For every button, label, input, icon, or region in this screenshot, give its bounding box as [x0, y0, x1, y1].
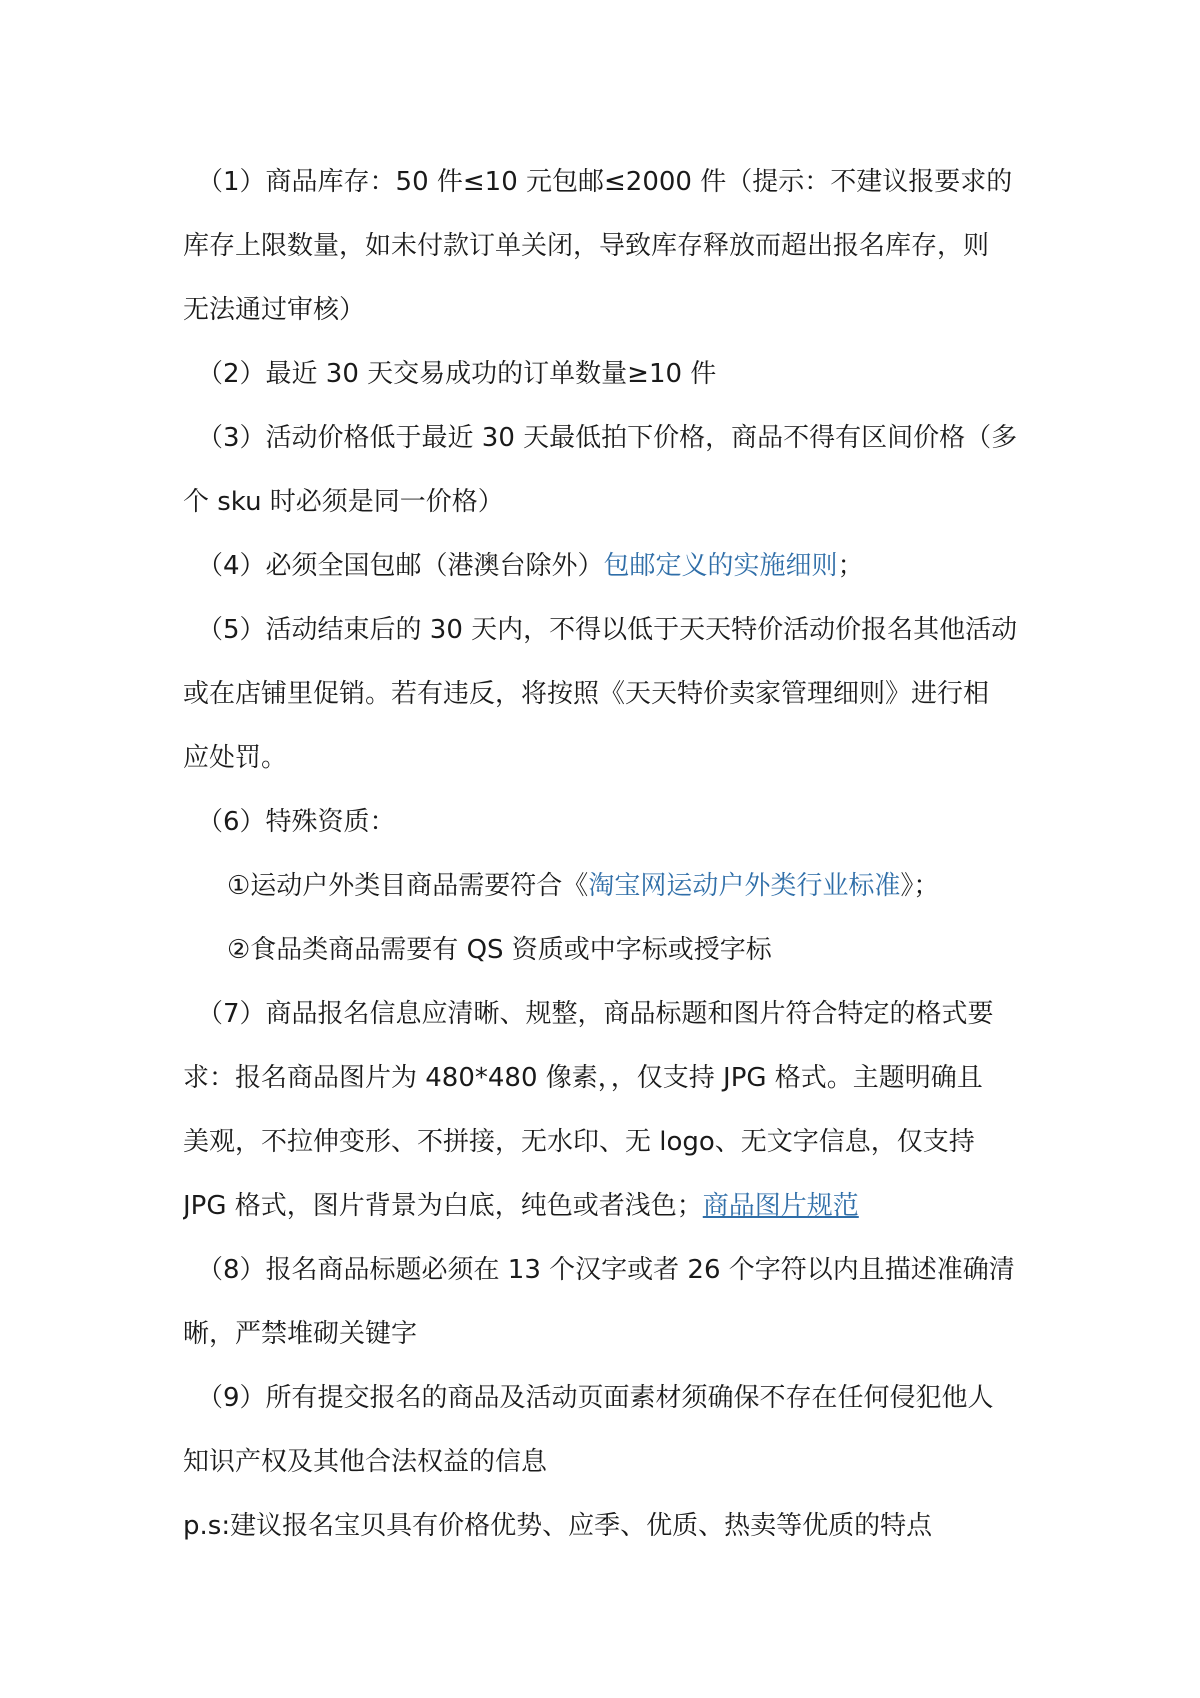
item-1-line-3: 无法通过审核）	[183, 295, 366, 325]
item-5-line-1: （5）活动结束后的 30 天内，不得以低于天天特价活动价报名其他活动	[197, 615, 1018, 645]
item-7-line-2: 求：报名商品图片为 480*480 像素，，仅支持 JPG 格式。主题明确且	[183, 1063, 983, 1093]
product-image-spec-link[interactable]: 商品图片规范	[702, 1191, 859, 1221]
item-9-line-2: 知识产权及其他合法权益的信息	[183, 1447, 548, 1477]
item-6-sub-2: ②食品类商品需要有 QS 资质或中字标或授字标	[227, 935, 772, 965]
free-shipping-rules-link[interactable]: 包邮定义的实施细则	[603, 551, 838, 581]
item-1-line-1: （1）商品库存：50 件≤10 元包邮≤2000 件（提示：不建议报要求的	[197, 167, 1013, 197]
item-6-line-1: （6）特殊资质：	[197, 807, 396, 837]
item-4-suffix: ；	[837, 551, 864, 581]
item-6-sub-1-suffix: 》；	[900, 871, 940, 901]
item-2-line-1: （2）最近 30 天交易成功的订单数量≥10 件	[197, 359, 717, 389]
ps-note: p.s:建议报名宝贝具有价格优势、应季、优质、热卖等优质的特点	[183, 1511, 933, 1541]
item-5-line-3: 应处罚。	[183, 743, 288, 773]
item-4-line-1	[183, 534, 1033, 598]
item-3-line-1: （3）活动价格低于最近 30 天最低拍下价格，商品不得有区间价格（多	[197, 423, 1018, 453]
item-1-line-2: 库存上限数量，如未付款订单关闭，导致库存释放而超出报名库存，则	[183, 231, 990, 261]
item-7-line-4	[183, 1174, 1033, 1238]
item-4-text: （4）必须全国包邮（港澳台除外）	[197, 551, 604, 581]
document-body	[183, 150, 1033, 1558]
item-7-line-4-text: JPG 格式，图片背景为白底，纯色或者浅色；	[183, 1191, 703, 1221]
item-3-line-2: 个 sku 时必须是同一价格）	[183, 487, 504, 517]
item-8-line-1: （8）报名商品标题必须在 13 个汉字或者 26 个字符以内且描述准确清	[197, 1255, 1015, 1285]
item-6-sub-1-text: ①运动户外类目商品需要符合《	[227, 871, 589, 901]
outdoor-standard-link[interactable]: 淘宝网运动户外类行业标准	[588, 871, 901, 901]
item-6-sub-1	[183, 854, 1033, 918]
item-5-line-2: 或在店铺里促销。若有违反，将按照《天天特价卖家管理细则》进行相	[183, 679, 990, 709]
item-7-line-3: 美观，不拉伸变形、不拼接，无水印、无 logo、无文字信息，仅支持	[183, 1127, 975, 1157]
item-7-line-1: （7）商品报名信息应清晰、规整，商品标题和图片符合特定的格式要	[197, 999, 994, 1029]
item-8-line-2: 晰，严禁堆砌关键字	[183, 1319, 418, 1349]
item-9-line-1: （9）所有提交报名的商品及活动页面素材须确保不存在任何侵犯他人	[197, 1383, 994, 1413]
